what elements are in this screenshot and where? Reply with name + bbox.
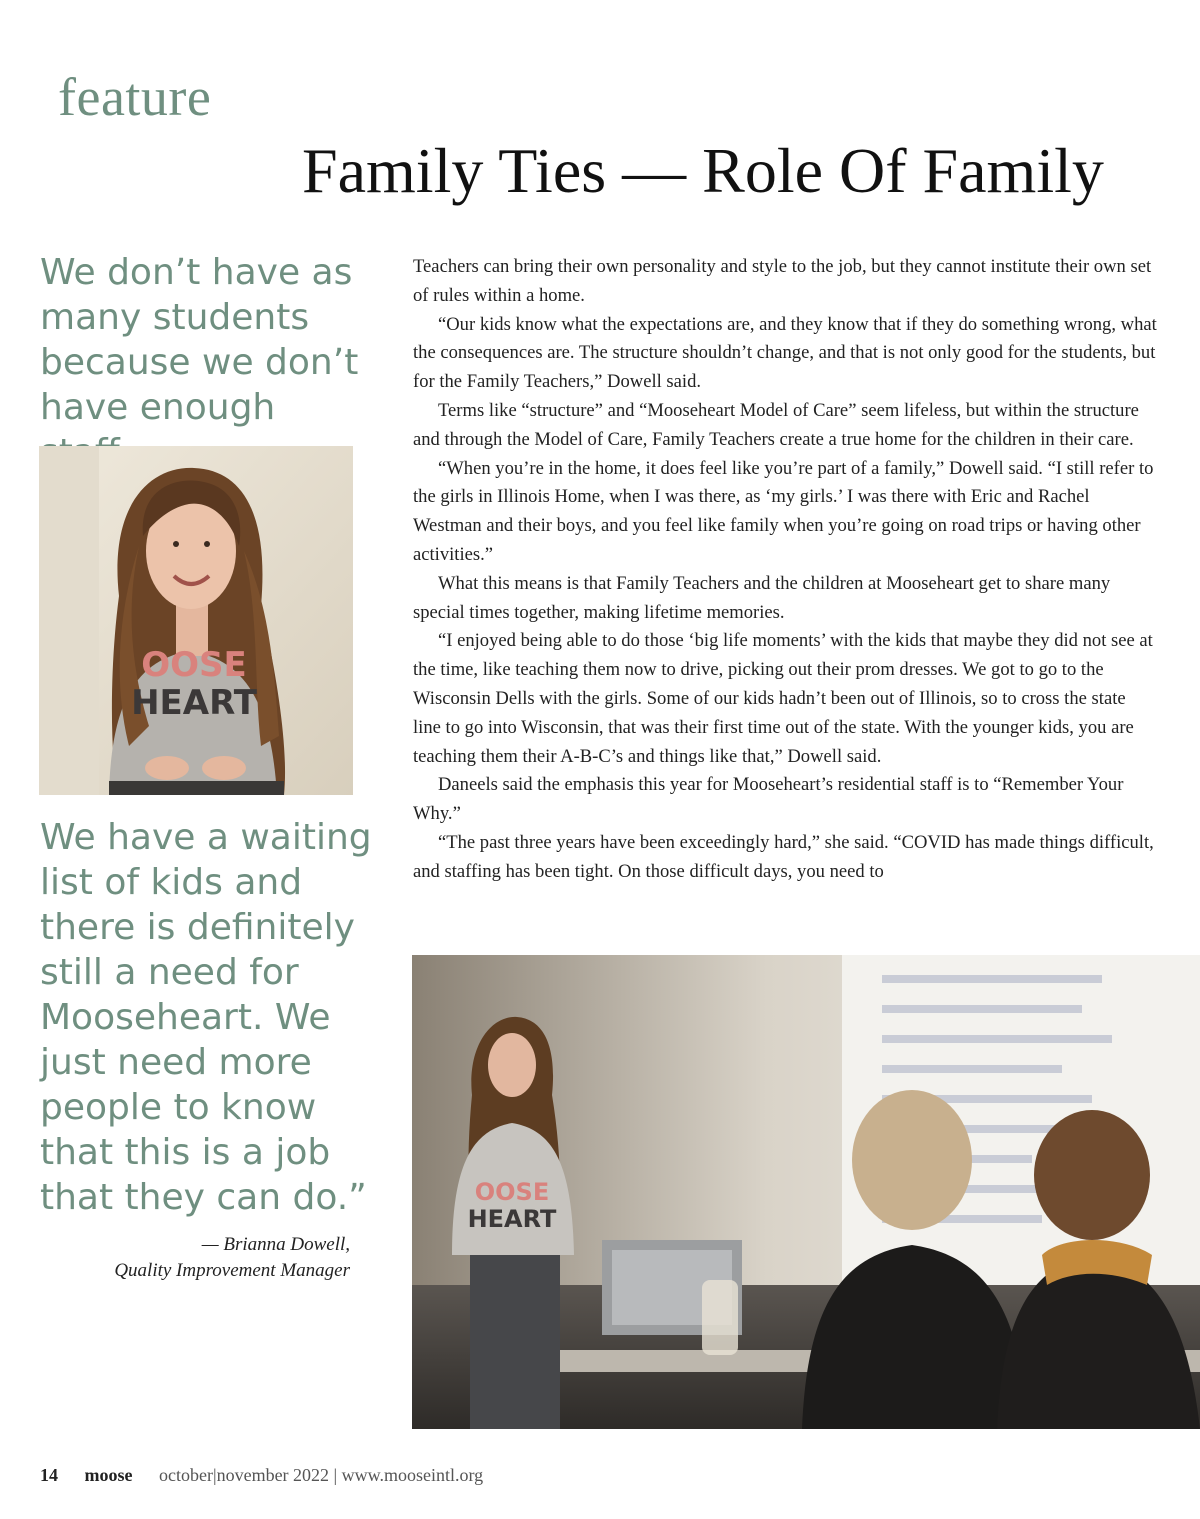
portrait-photo <box>39 446 353 795</box>
page-number: 14 <box>40 1465 58 1485</box>
shirt-text-bottom: HEART <box>131 683 257 723</box>
body-paragraph: “Our kids know what the expectations are, and they know that if they do something wrong, what the consequences are. The structure shouldn’t change, and that is not only good for the students, but for the Family Teachers,” Dowell said. <box>413 313 1157 393</box>
presenter-shirt-bottom: HEART <box>467 1205 557 1233</box>
attribution-title: Quality Improvement Manager <box>114 1260 350 1281</box>
page-footer <box>40 1465 483 1486</box>
pull-quote-2-text: We have a waiting list of kids and there is definitely still a need for Mooseheart. We just need more people to know that this is a job that they can do.” <box>40 817 372 1218</box>
shirt-text-top: OOSE <box>141 645 247 685</box>
body-paragraph: What this means is that Family Teachers and the children at Mooseheart get to share many special times together, making lifetime memories. <box>413 572 1111 623</box>
classroom-photo <box>412 955 1200 1429</box>
article-body <box>413 253 1158 887</box>
body-paragraph: “The past three years have been exceedingly hard,” she said. “COVID has made things difficult, and staffing has been tight. On those difficult days, you need to <box>413 831 1154 882</box>
issue-info: october|november 2022 | www.mooseintl.org <box>159 1465 484 1485</box>
quote-attribution <box>114 1232 350 1284</box>
body-paragraph: Daneels said the emphasis this year for Mooseheart’s residential staff is to “Remember Your Why.” <box>413 774 1124 825</box>
body-paragraph: “I enjoyed being able to do those ‘big life moments’ with the kids that maybe they did not see at the time, like teaching them now to drive, picking out their prom dresses. We got to go to the Wisconsin Dells with the girls. Some of our kids hadn’t been out of Illinois, so to cross the state line to go into Wisconsin, that was their first time out of the state. With the younger kids, you are teaching them their A-B-C’s and things like that,” Dowell said. <box>413 630 1153 767</box>
section-label: feature <box>58 67 212 127</box>
pull-quote-2 <box>40 815 375 1220</box>
article-title: Family Ties — Role Of Family <box>302 135 1104 206</box>
magazine-name: moose <box>84 1465 133 1485</box>
pull-quote-1 <box>40 250 375 475</box>
presenter-shirt-top: OOSE <box>474 1178 550 1206</box>
body-paragraph: Teachers can bring their own personality and style to the job, but they cannot institute their own set of rules within a home. <box>413 256 1152 306</box>
pull-quote-1-text: We don’t have as many students because we don’t have enough <box>40 252 359 428</box>
classroom-illustration <box>412 955 1200 1429</box>
body-paragraph: “When you’re in the home, it does feel like you’re part of a family,” Dowell said. “I still refer to the girls in Illinois Home, when I was there, as ‘my girls.’ I was there with Eric and Rachel Westman and their boys, and you feel like family when you’re going on road trips or having other activities.” <box>413 457 1154 565</box>
body-paragraph: Terms like “structure” and “Mooseheart Model of Care” seem lifeless, but within the structure and through the Model of Care, Family Teachers create a true home for the children in their care. <box>413 399 1139 450</box>
attribution-name: — Brianna Dowell, <box>201 1234 350 1255</box>
portrait-illustration <box>39 446 353 795</box>
